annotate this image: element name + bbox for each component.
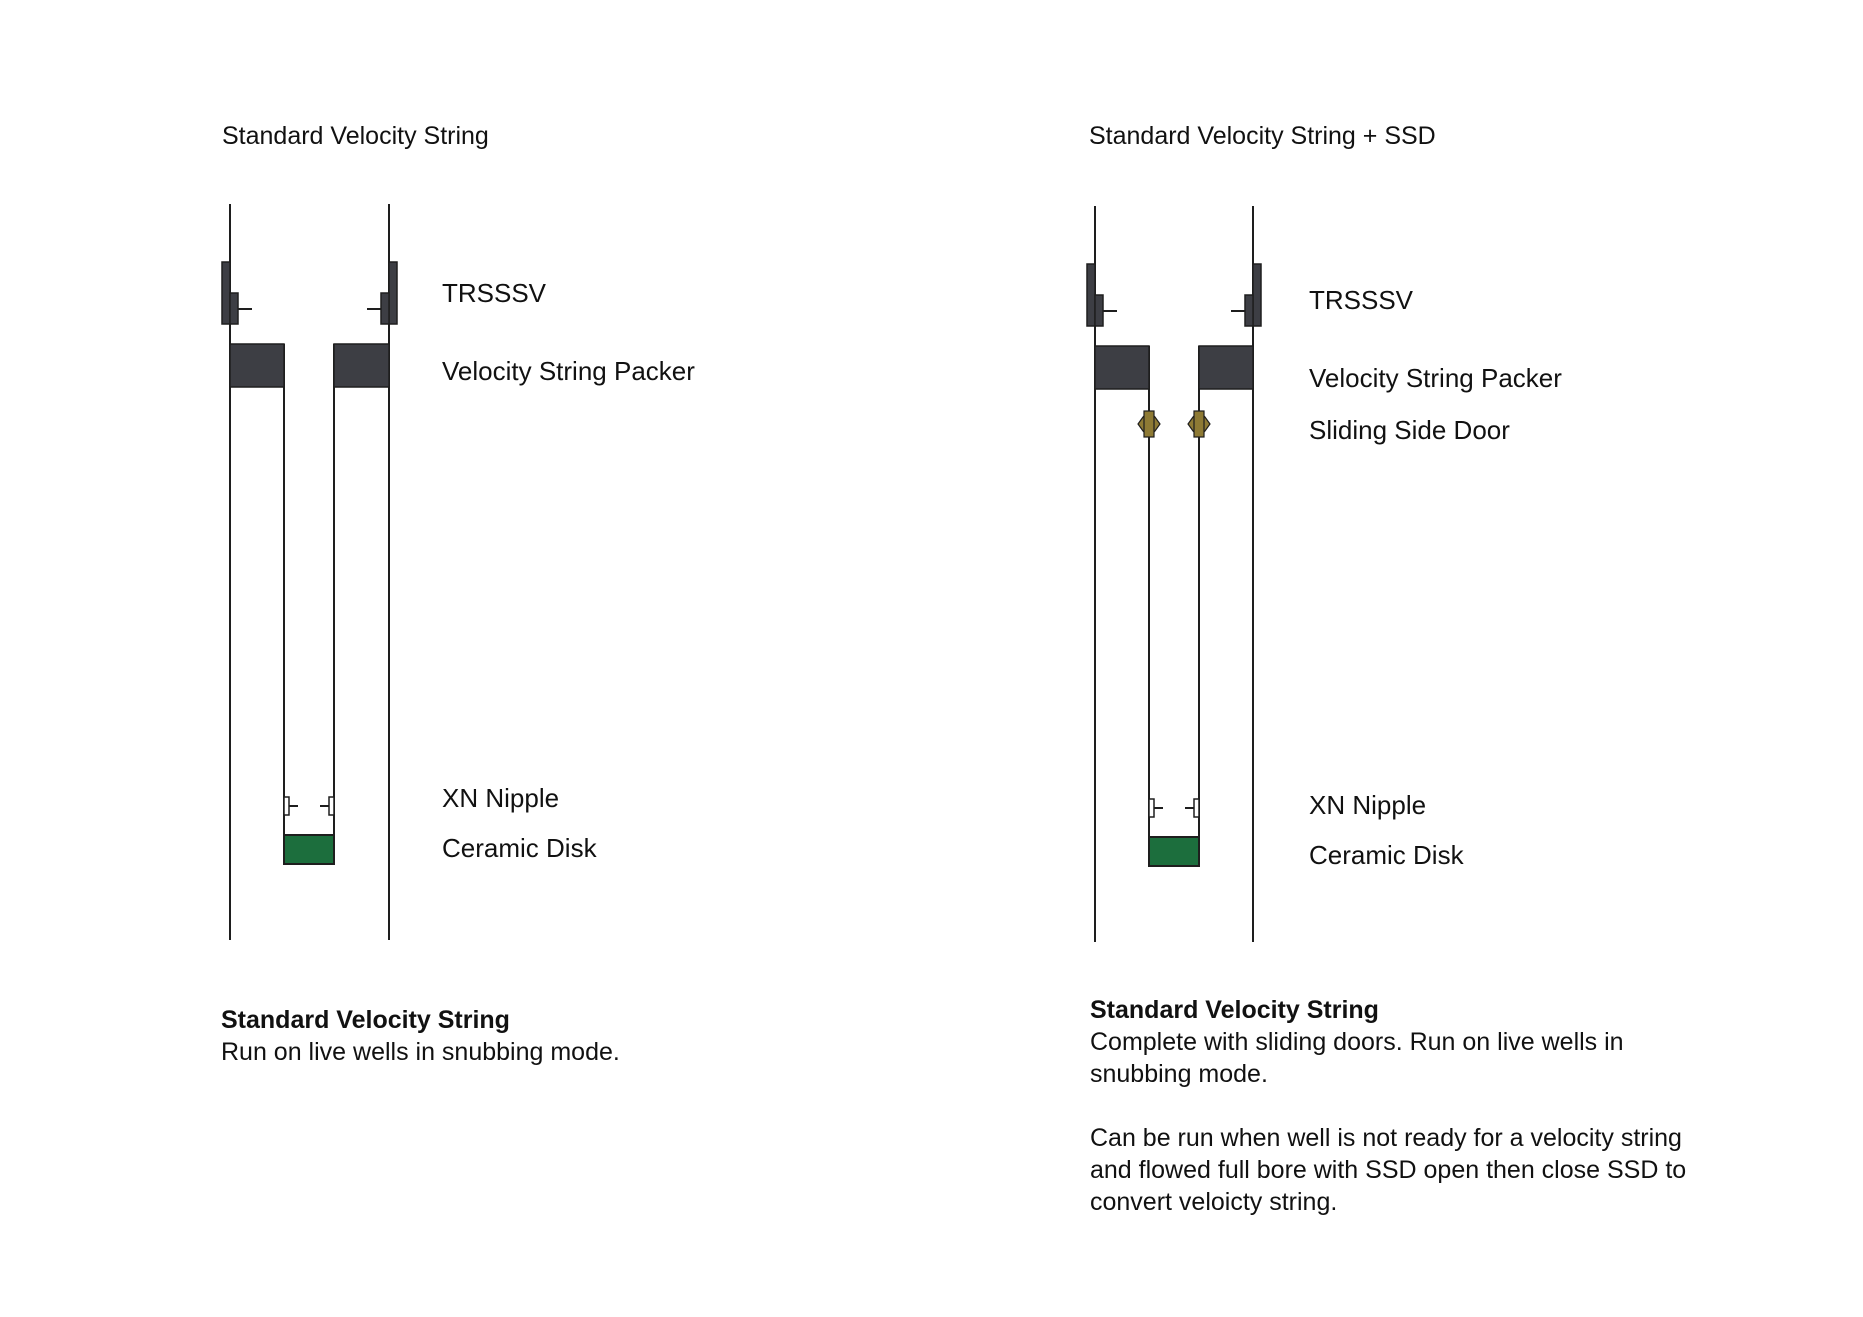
left-schematic [222, 204, 397, 940]
right-xn-nipple-icon [1149, 799, 1199, 817]
right-panel-title: Standard Velocity String + SSD [1089, 122, 1436, 150]
right-label-trsssv: TRSSSV [1309, 285, 1414, 315]
left-caption-text: Run on live wells in snubbing mode. [221, 1038, 620, 1066]
right-trsssv-left-icon [1087, 264, 1117, 326]
left-label-xn-nipple: XN Nipple [442, 783, 560, 813]
right-schematic [1087, 206, 1261, 942]
left-ceramic-disk-icon [284, 835, 334, 864]
left-trsssv-right-icon [367, 262, 397, 324]
right-label-sliding-side-door: Sliding Side Door [1309, 415, 1510, 445]
right-packer-left-block [1095, 346, 1149, 389]
right-sliding-side-door-left-icon [1138, 411, 1160, 437]
right-caption-text-2: Can be run when well is not ready for a velocity string and flowed full bore with SSD open then close SSD to convert veloicty string. [1090, 1124, 1687, 1216]
right-label-packer: Velocity String Packer [1309, 363, 1562, 393]
right-caption-title: Standard Velocity String [1090, 996, 1379, 1024]
left-caption-title: Standard Velocity String [221, 1006, 510, 1034]
left-panel-title: Standard Velocity String [222, 122, 489, 150]
right-ceramic-disk-icon [1149, 837, 1199, 866]
left-label-ceramic-disk: Ceramic Disk [442, 833, 597, 863]
right-label-xn-nipple: XN Nipple [1309, 790, 1427, 820]
right-sliding-side-door-right-icon [1188, 411, 1210, 437]
left-packer-right-block [334, 344, 389, 387]
right-label-ceramic-disk: Ceramic Disk [1309, 840, 1464, 870]
right-caption-text: Complete with sliding doors. Run on live wells in snubbing mode. [1090, 1028, 1624, 1088]
left-xn-nipple-icon [284, 797, 334, 815]
left-label-packer: Velocity String Packer [442, 356, 695, 386]
left-packer-left-block [230, 344, 284, 387]
right-trsssv-right-icon [1231, 264, 1261, 326]
left-label-trsssv: TRSSSV [442, 278, 547, 308]
right-packer-right-block [1199, 346, 1253, 389]
left-trsssv-left-icon [222, 262, 252, 324]
